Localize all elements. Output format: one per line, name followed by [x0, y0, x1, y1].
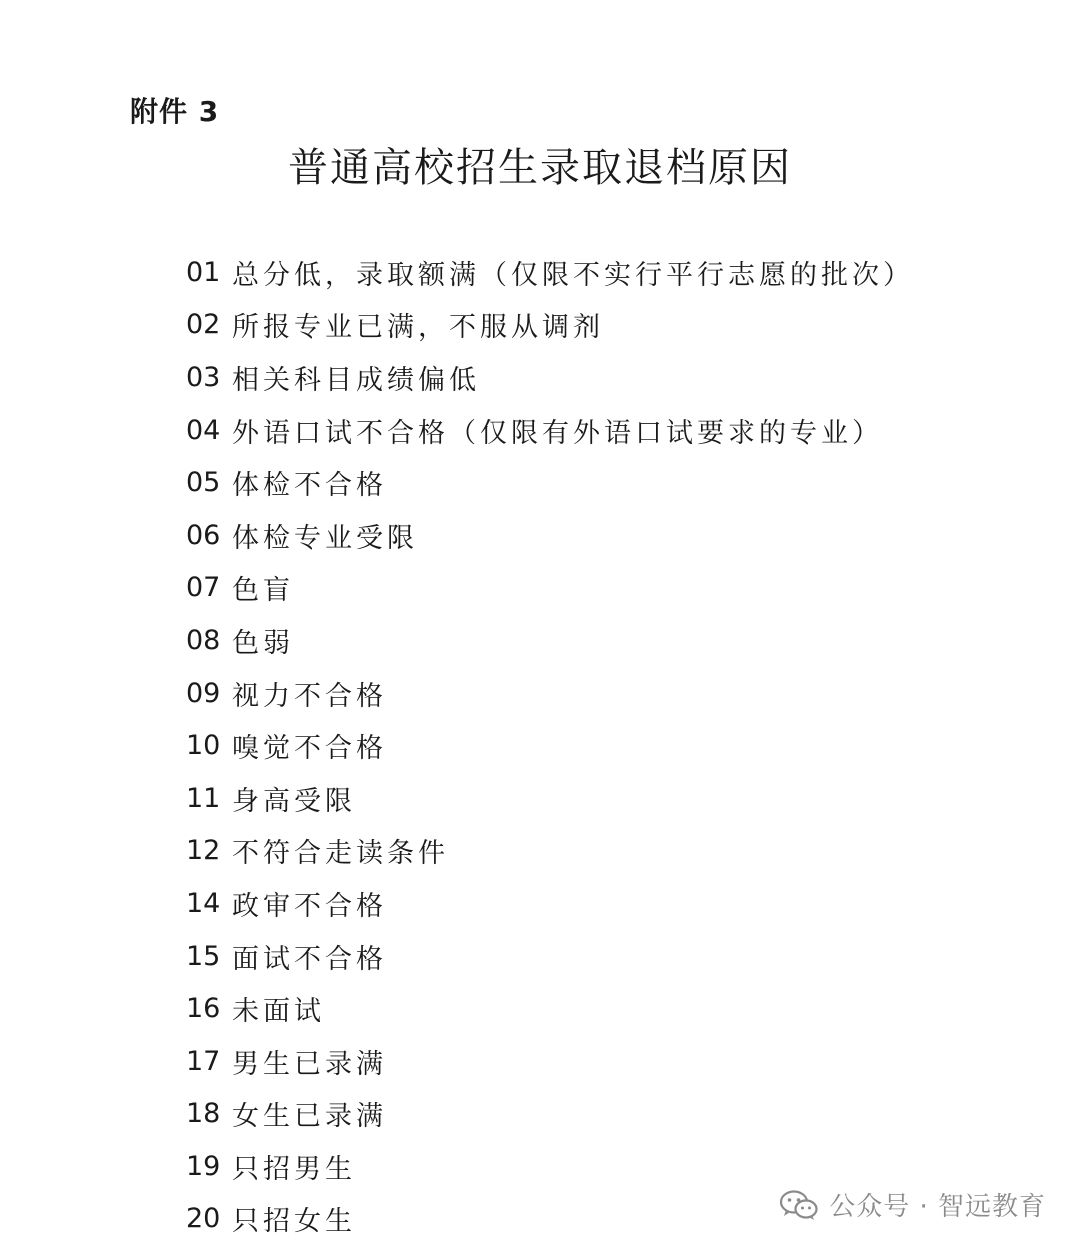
watermark-text: 公众号 · 智远教育	[829, 1192, 1046, 1222]
item-text: 色盲	[232, 575, 294, 607]
list-item	[186, 1088, 914, 1141]
item-text: 体检专业受限	[232, 522, 418, 554]
item-code: 15	[186, 940, 221, 972]
item-code: 17	[186, 1045, 221, 1077]
item-code: 12	[186, 835, 221, 867]
list-item	[186, 877, 914, 930]
item-text: 只招男生	[232, 1153, 356, 1185]
list-item	[186, 404, 914, 457]
item-text: 男生已录满	[232, 1048, 387, 1080]
item-code: 11	[186, 782, 221, 814]
item-code: 06	[186, 519, 221, 551]
list-item	[186, 825, 914, 878]
list-item	[186, 456, 914, 509]
item-text: 女生已录满	[232, 1101, 387, 1133]
list-item	[186, 246, 914, 299]
list-item	[186, 614, 914, 667]
list-item	[186, 1035, 914, 1088]
document-title: 普通高校招生录取退档原因	[288, 145, 792, 191]
item-code: 04	[186, 414, 221, 446]
item-text: 所报专业已满，不服从调剂	[232, 312, 604, 344]
item-text: 相关科目成绩偏低	[232, 364, 480, 396]
watermark	[779, 1186, 1046, 1223]
attachment-label: 附件 3	[130, 95, 220, 128]
wechat-icon	[779, 1189, 819, 1221]
item-code: 19	[186, 1150, 221, 1182]
item-code: 08	[186, 624, 221, 656]
item-text: 外语口试不合格（仅限有外语口试要求的专业）	[232, 417, 883, 449]
list-item	[186, 667, 914, 720]
item-code: 01	[186, 256, 221, 288]
list-item	[186, 719, 914, 772]
item-text: 体检不合格	[232, 470, 387, 502]
list-item	[186, 509, 914, 562]
list-item	[186, 772, 914, 825]
item-text: 视力不合格	[232, 680, 387, 712]
item-code: 07	[186, 572, 221, 604]
item-text: 色弱	[232, 627, 294, 659]
list-item	[186, 562, 914, 615]
item-text: 政审不合格	[232, 890, 387, 922]
item-text: 未面试	[232, 996, 325, 1028]
item-code: 09	[186, 677, 221, 709]
list-item	[186, 982, 914, 1035]
list-item	[186, 1140, 914, 1193]
item-text: 不符合走读条件	[232, 838, 449, 870]
list-item	[186, 299, 914, 352]
reason-list	[186, 246, 914, 1245]
item-text: 嗅觉不合格	[232, 733, 387, 765]
item-code: 18	[186, 1098, 221, 1130]
list-item	[186, 930, 914, 983]
item-text: 只招女生	[232, 1206, 356, 1238]
list-item	[186, 351, 914, 404]
item-text: 总分低，录取额满（仅限不实行平行志愿的批次）	[232, 259, 914, 291]
item-code: 14	[186, 887, 221, 919]
item-text: 身高受限	[232, 785, 356, 817]
item-code: 02	[186, 309, 221, 341]
item-code: 03	[186, 361, 221, 393]
item-code: 20	[186, 1203, 221, 1235]
item-code: 10	[186, 730, 221, 762]
item-code: 05	[186, 467, 221, 499]
item-code: 16	[186, 993, 221, 1025]
item-text: 面试不合格	[232, 943, 387, 975]
